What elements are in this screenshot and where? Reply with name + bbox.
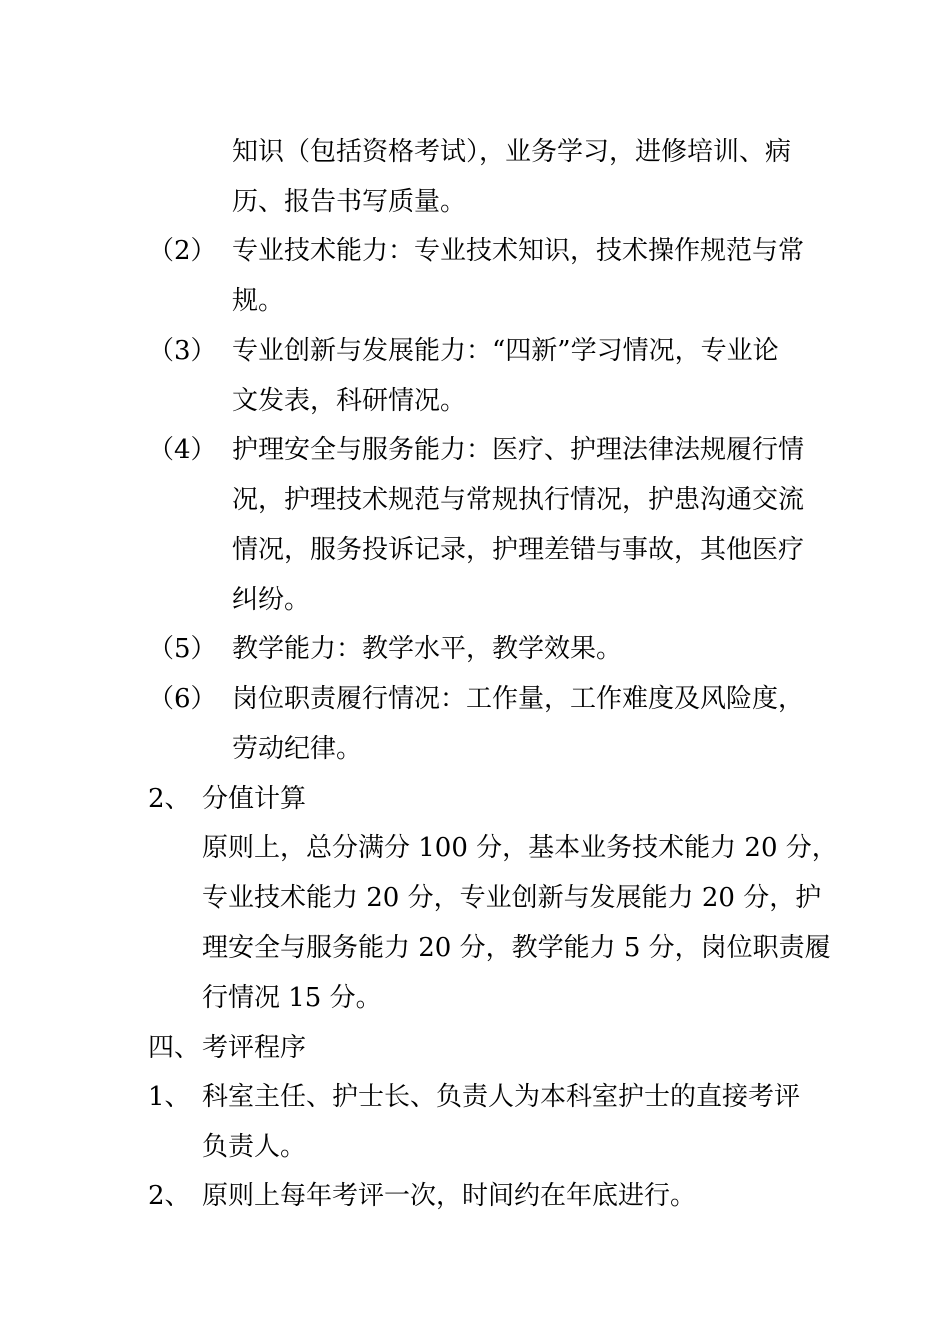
section-heading: 考评程序 (202, 1033, 307, 1063)
paragraph-line: 文发表，科研情况。 (232, 386, 467, 416)
section-heading: 分值计算 (202, 784, 307, 814)
list-marker: 2、 (148, 1181, 191, 1211)
list-marker: （3） (148, 336, 217, 366)
list-marker: （5） (148, 634, 217, 664)
paragraph-line: 况，护理技术规范与常规执行情况，护患沟通交流 (232, 485, 805, 515)
paragraph-line: 理安全与服务能力 20 分，教学能力 5 分，岗位职责履 (202, 933, 831, 963)
list-marker: （4） (148, 435, 217, 465)
paragraph-line: 专业技术能力：专业技术知识，技术操作规范与常 (232, 236, 805, 266)
paragraph-line: 专业创新与发展能力：“四新”学习情况，专业论 (232, 336, 779, 366)
paragraph-line: 情况，服务投诉记录，护理差错与事故，其他医疗 (232, 535, 805, 565)
list-marker: （6） (148, 684, 217, 714)
paragraph-line: 知识（包括资格考试），业务学习，进修培训、病 (232, 137, 792, 167)
paragraph-line: 科室主任、护士长、负责人为本科室护士的直接考评 (202, 1082, 801, 1112)
paragraph-line: 岗位职责履行情况：工作量，工作难度及风险度， (232, 684, 805, 714)
paragraph-line: 负责人。 (202, 1132, 307, 1162)
paragraph-line: 规。 (232, 286, 285, 316)
list-marker: （2） (148, 236, 217, 266)
paragraph-line: 行情况 15 分。 (202, 983, 382, 1013)
paragraph-line: 历、报告书写质量。 (232, 187, 467, 217)
list-marker: 1、 (148, 1082, 191, 1112)
paragraph-line: 劳动纪律。 (232, 734, 363, 764)
paragraph-line: 纠纷。 (232, 585, 311, 615)
paragraph-line: 教学能力：教学水平，教学效果。 (232, 634, 623, 664)
paragraph-line: 原则上每年考评一次，时间约在年底进行。 (202, 1181, 697, 1211)
paragraph-line: 护理安全与服务能力：医疗、护理法律法规履行情 (232, 435, 805, 465)
section-number: 四、 (148, 1033, 201, 1063)
paragraph-line: 原则上，总分满分 100 分，基本业务技术能力 20 分， (202, 833, 838, 863)
section-number: 2、 (148, 784, 191, 814)
paragraph-line: 专业技术能力 20 分，专业创新与发展能力 20 分，护 (202, 883, 822, 913)
